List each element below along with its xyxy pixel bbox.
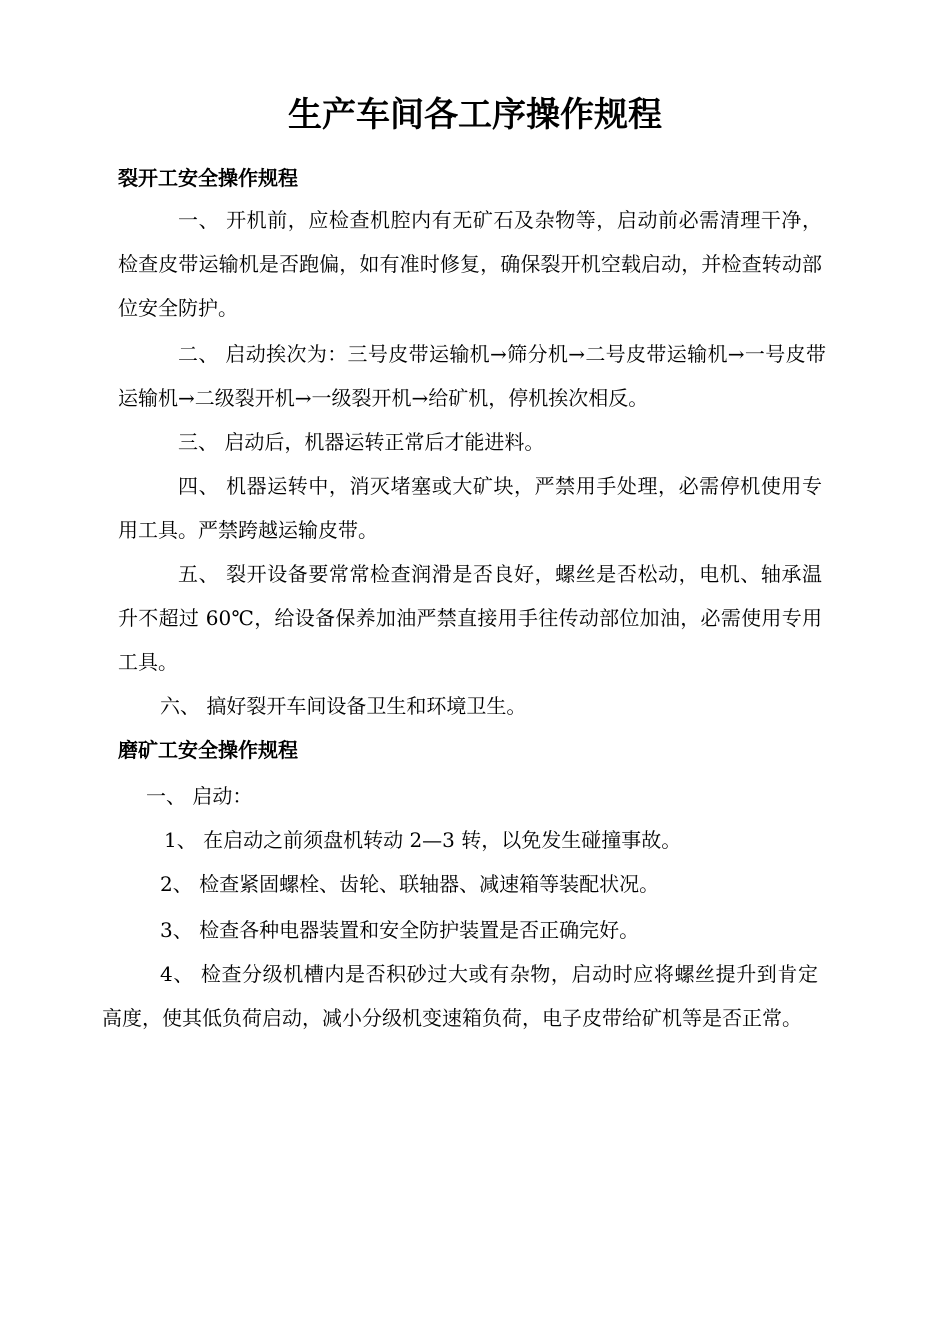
section-heading-crushing: 裂开工安全操作规程 (118, 166, 298, 190)
paragraph: 一、 开机前，应检查机腔内有无矿石及杂物等，启动前必需清理干净，检查皮带运输机是否跑偏，如有准时修复，确保裂开机空载启动，并检查转动部位安全防护。 (118, 208, 822, 320)
paragraph: 五、 裂开设备要常常检查润滑是否良好，螺丝是否松动，电机、轴承温升不超过 60℃，给设备保养加油严禁直接用手往传动部位加油，必需使用专用工具。 (118, 562, 822, 674)
section-heading-grinding: 磨矿工安全操作规程 (118, 738, 298, 762)
list-item: 1、 在启动之前须盘机转动 2—3 转，以免发生碰撞事故。 (164, 828, 682, 852)
list-item: 4、 检查分级机槽内是否积砂过大或有杂物，启动时应将螺丝提升到肯定高度，使其低负荷启动，减小分级机变速箱负荷，电子皮带给矿机等是否正常。 (102, 962, 818, 1030)
paragraph: 六、 搞好裂开车间设备卫生和环境卫生。 (160, 694, 527, 718)
list-item: 3、 检查各种电器装置和安全防护装置是否正确完好。 (160, 918, 640, 942)
document-title: 生产车间各工序操作规程 (288, 95, 662, 135)
paragraph: 二、 启动挨次为：三号皮带运输机→筛分机→二号皮带运输机→一号皮带运输机→二级裂开机→一级裂开机→给矿机，停机挨次相反。 (118, 342, 826, 410)
paragraph: 四、 机器运转中，消灭堵塞或大矿块，严禁用手处理，必需停机使用专用工具。严禁跨越运输皮带。 (118, 474, 822, 542)
list-item: 2、 检查紧固螺栓、齿轮、联轴器、减速箱等装配状况。 (160, 872, 660, 896)
paragraph: 三、 启动后，机器运转正常后才能进料。 (178, 430, 545, 454)
paragraph: 一、 启动： (146, 784, 253, 808)
